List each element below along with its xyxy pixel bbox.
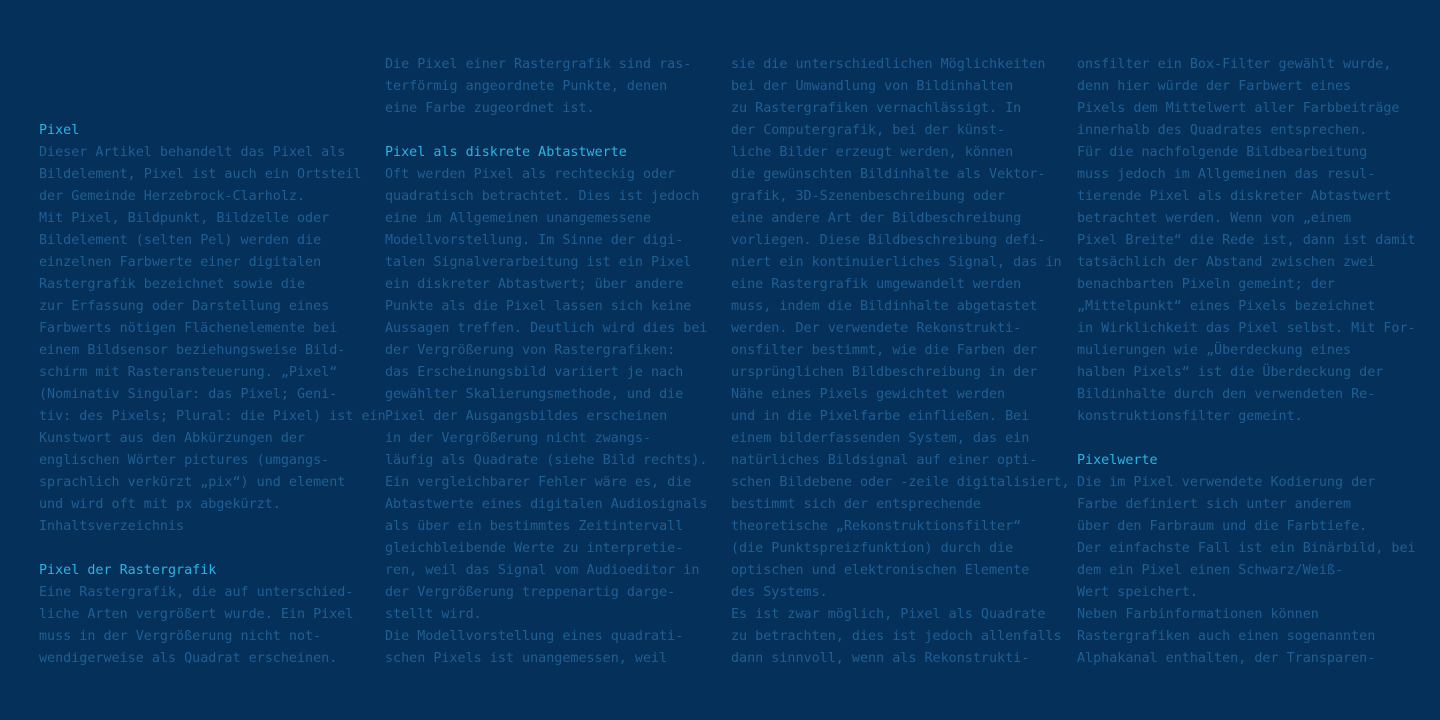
section-heading: Pixelwerte (1077, 453, 1158, 468)
text-line: bei der Umwandlung von Bildinhalten (731, 79, 1014, 94)
text-line: quadratisch betrachtet. Dies ist jedoch (385, 189, 700, 204)
text-line: Bildelement, Pixel ist auch ein Ortsteil (39, 167, 362, 182)
text-line: Die Modellvorstellung eines quadrati- (385, 629, 684, 644)
text-line: natürliches Bildsignal auf einer opti- (731, 453, 1038, 468)
text-line: einem Bildsensor beziehungsweise Bild- (39, 343, 346, 358)
text-line: in Wirklichkeit das Pixel selbst. Mit For- (1077, 321, 1416, 336)
text-line: ein diskreter Abtastwert; über andere (385, 277, 684, 292)
text-line: werden. Der verwendete Rekonstrukti- (731, 321, 1022, 336)
text-line: tierende Pixel als diskreter Abtastwert (1077, 189, 1392, 204)
text-line: betrachtet werden. Wenn von „einem (1077, 211, 1352, 226)
text-line: schen Bildebene oder -zeile digitalisiert, (731, 475, 1070, 490)
text-line: sprachlich verkürzt „pix“) und element (39, 475, 346, 490)
text-line: sie die unterschiedlichen Möglichkeiten (731, 57, 1046, 72)
text-line: und in die Pixelfarbe einfließen. Bei (731, 409, 1030, 424)
text-line: muss in der Vergrößerung nicht not- (39, 629, 322, 644)
text-line: halben Pixels“ ist die Überdeckung der (1077, 365, 1384, 380)
text-line: des Systems. (731, 585, 828, 600)
text-line: konstruktionsfilter gemeint. (1077, 409, 1303, 424)
text-line: Pixels dem Mittelwert aller Farbbeiträge (1077, 101, 1400, 116)
text-line: der Vergrößerung treppenartig darge- (385, 585, 676, 600)
section-heading: Pixel der Rastergrafik (39, 563, 217, 578)
text-line: (Nominativ Singular: das Pixel; Geni- (39, 387, 338, 402)
text-line: als über ein bestimmtes Zeitintervall (385, 519, 684, 534)
text-line: schen Pixels ist unangemessen, weil (385, 651, 668, 666)
text-line: gewählter Skalierungsmethode, und die (385, 387, 684, 402)
text-line: Alphakanal enthalten, der Transparen- (1077, 651, 1376, 666)
text-line: liche Bilder erzeugt werden, können (731, 145, 1014, 160)
text-line: englischen Wörter pictures (umgangs- (39, 453, 330, 468)
text-line: Für die nachfolgende Bildbearbeitung (1077, 145, 1368, 160)
text-line: läufig als Quadrate (siehe Bild rechts). (385, 453, 708, 468)
text-line: Inhaltsverzeichnis (39, 519, 185, 534)
blank-line (39, 538, 379, 560)
text-line: liche Arten vergrößert wurde. Ein Pixel (39, 607, 354, 622)
blank-line (1077, 428, 1417, 450)
text-line: einem bilderfassenden System, das ein (731, 431, 1030, 446)
text-line: zu betrachten, dies ist jedoch allenfalls (731, 629, 1062, 644)
text-line: Neben Farbinformationen können (1077, 607, 1319, 622)
text-line: Kunstwort aus den Abkürzungen der (39, 431, 306, 446)
text-line: Die im Pixel verwendete Kodierung der (1077, 475, 1376, 490)
text-line: dann sinnvoll, wenn als Rekonstrukti- (731, 651, 1030, 666)
text-line: Rastergrafiken auch einen sogenannten (1077, 629, 1376, 644)
text-line: Modellvorstellung. Im Sinne der digi- (385, 233, 684, 248)
section-heading: Pixel als diskrete Abtastwerte (385, 145, 627, 160)
text-line: Abtastwerte eines digitalen Audiosignals (385, 497, 708, 512)
text-line: Bildelement (selten Pel) werden die (39, 233, 322, 248)
text-line: gleichbleibende Werte zu interpretie- (385, 541, 684, 556)
text-line: Mit Pixel, Bildpunkt, Bildzelle oder (39, 211, 330, 226)
text-line: und wird oft mit px abgekürzt. (39, 497, 281, 512)
text-line: eine Rastergrafik umgewandelt werden (731, 277, 1022, 292)
blank-line (39, 98, 379, 120)
blank-line (39, 54, 379, 76)
text-line: denn hier würde der Farbwert eines (1077, 79, 1352, 94)
text-column-4 (1077, 54, 1417, 670)
text-line: über den Farbraum und die Farbtiefe. (1077, 519, 1368, 534)
section-heading: Pixel (39, 123, 80, 138)
text-line: niert ein kontinuierliches Signal, das in (731, 255, 1062, 270)
text-line: der Computergrafik, bei der künst- (731, 123, 1006, 138)
text-line: dem ein Pixel einen Schwarz/Weiß- (1077, 563, 1344, 578)
text-line: Farbwerts nötigen Flächenelemente bei (39, 321, 338, 336)
text-line: muss, indem die Bildinhalte abgetastet (731, 299, 1038, 314)
text-line: ren, weil das Signal vom Audioeditor in (385, 563, 700, 578)
text-column-1 (39, 54, 386, 670)
text-line: schirm mit Rasteransteuerung. „Pixel“ (39, 365, 338, 380)
text-line: optischen und elektronischen Elemente (731, 563, 1030, 578)
text-line: muss jedoch im Allgemeinen das resul- (1077, 167, 1376, 182)
text-line: das Erscheinungsbild variiert je nach (385, 365, 684, 380)
text-line: Ein vergleichbarer Fehler wäre es, die (385, 475, 692, 490)
text-line: Eine Rastergrafik, die auf unterschied- (39, 585, 354, 600)
text-line: ursprünglichen Bildbeschreibung in der (731, 365, 1038, 380)
text-column-3 (731, 54, 1071, 670)
text-line: „Mittelpunkt“ eines Pixels bezeichnet (1077, 299, 1376, 314)
blank-line (39, 76, 379, 98)
text-line: Bildinhalte durch den verwendeten Re- (1077, 387, 1376, 402)
text-line: zu Rastergrafiken vernachlässigt. In (731, 101, 1022, 116)
text-line: onsfilter ein Box-Filter gewählt wurde, (1077, 57, 1392, 72)
text-line: der Vergrößerung von Rastergrafiken: (385, 343, 676, 358)
text-line: theoretische „Rekonstruktionsfilter“ (731, 519, 1022, 534)
text-line: tatsächlich der Abstand zwischen zwei (1077, 255, 1376, 270)
text-line: Farbe definiert sich unter anderem (1077, 497, 1352, 512)
text-line: Rastergrafik bezeichnet sowie die (39, 277, 306, 292)
text-line: Oft werden Pixel als rechteckig oder (385, 167, 676, 182)
text-line: benachbarten Pixeln gemeint; der (1077, 277, 1335, 292)
text-line: Der einfachste Fall ist ein Binärbild, bei (1077, 541, 1416, 556)
text-line: Pixel der Ausgangsbildes erscheinen (385, 409, 668, 424)
text-line: grafik, 3D-Szenenbeschreibung oder (731, 189, 1006, 204)
text-line: mulierungen wie „Überdeckung eines (1077, 343, 1352, 358)
text-line: Es ist zwar möglich, Pixel als Quadrate (731, 607, 1046, 622)
text-line: bestimmt sich der entsprechende (731, 497, 981, 512)
text-line: die gewünschten Bildinhalte als Vektor- (731, 167, 1046, 182)
text-line: Aussagen treffen. Deutlich wird dies bei (385, 321, 708, 336)
text-line: eine im Allgemeinen unangemessene (385, 211, 652, 226)
text-line: Wert speichert. (1077, 585, 1198, 600)
text-line: stellt wird. (385, 607, 482, 622)
text-line: Die Pixel einer Rastergrafik sind ras- (385, 57, 692, 72)
text-line: vorliegen. Diese Bildbeschreibung defi- (731, 233, 1046, 248)
text-line: Punkte als die Pixel lassen sich keine (385, 299, 692, 314)
text-line: Dieser Artikel behandelt das Pixel als (39, 145, 346, 160)
text-line: einzelnen Farbwerte einer digitalen (39, 255, 322, 270)
text-line: innerhalb des Quadrates entsprechen. (1077, 123, 1368, 138)
text-column-2 (385, 54, 725, 670)
text-line: zur Erfassung oder Darstellung eines (39, 299, 330, 314)
text-line: terförmig angeordnete Punkte, denen (385, 79, 668, 94)
text-line: Nähe eines Pixels gewichtet werden (731, 387, 1006, 402)
blank-line (385, 120, 725, 142)
text-line: onsfilter bestimmt, wie die Farben der (731, 343, 1038, 358)
text-line: (die Punktspreizfunktion) durch die (731, 541, 1014, 556)
text-line: in der Vergrößerung nicht zwangs- (385, 431, 652, 446)
text-line: der Gemeinde Herzebrock-Clarholz. (39, 189, 306, 204)
text-line: tiv: des Pixels; Plural: die Pixel) ist ein (39, 409, 386, 424)
text-line: eine andere Art der Bildbeschreibung (731, 211, 1022, 226)
text-line: eine Farbe zugeordnet ist. (385, 101, 595, 116)
text-line: talen Signalverarbeitung ist ein Pixel (385, 255, 692, 270)
text-line: wendigerweise als Quadrat erscheinen. (39, 651, 338, 666)
text-line: Pixel Breite“ die Rede ist, dann ist damit (1077, 233, 1416, 248)
